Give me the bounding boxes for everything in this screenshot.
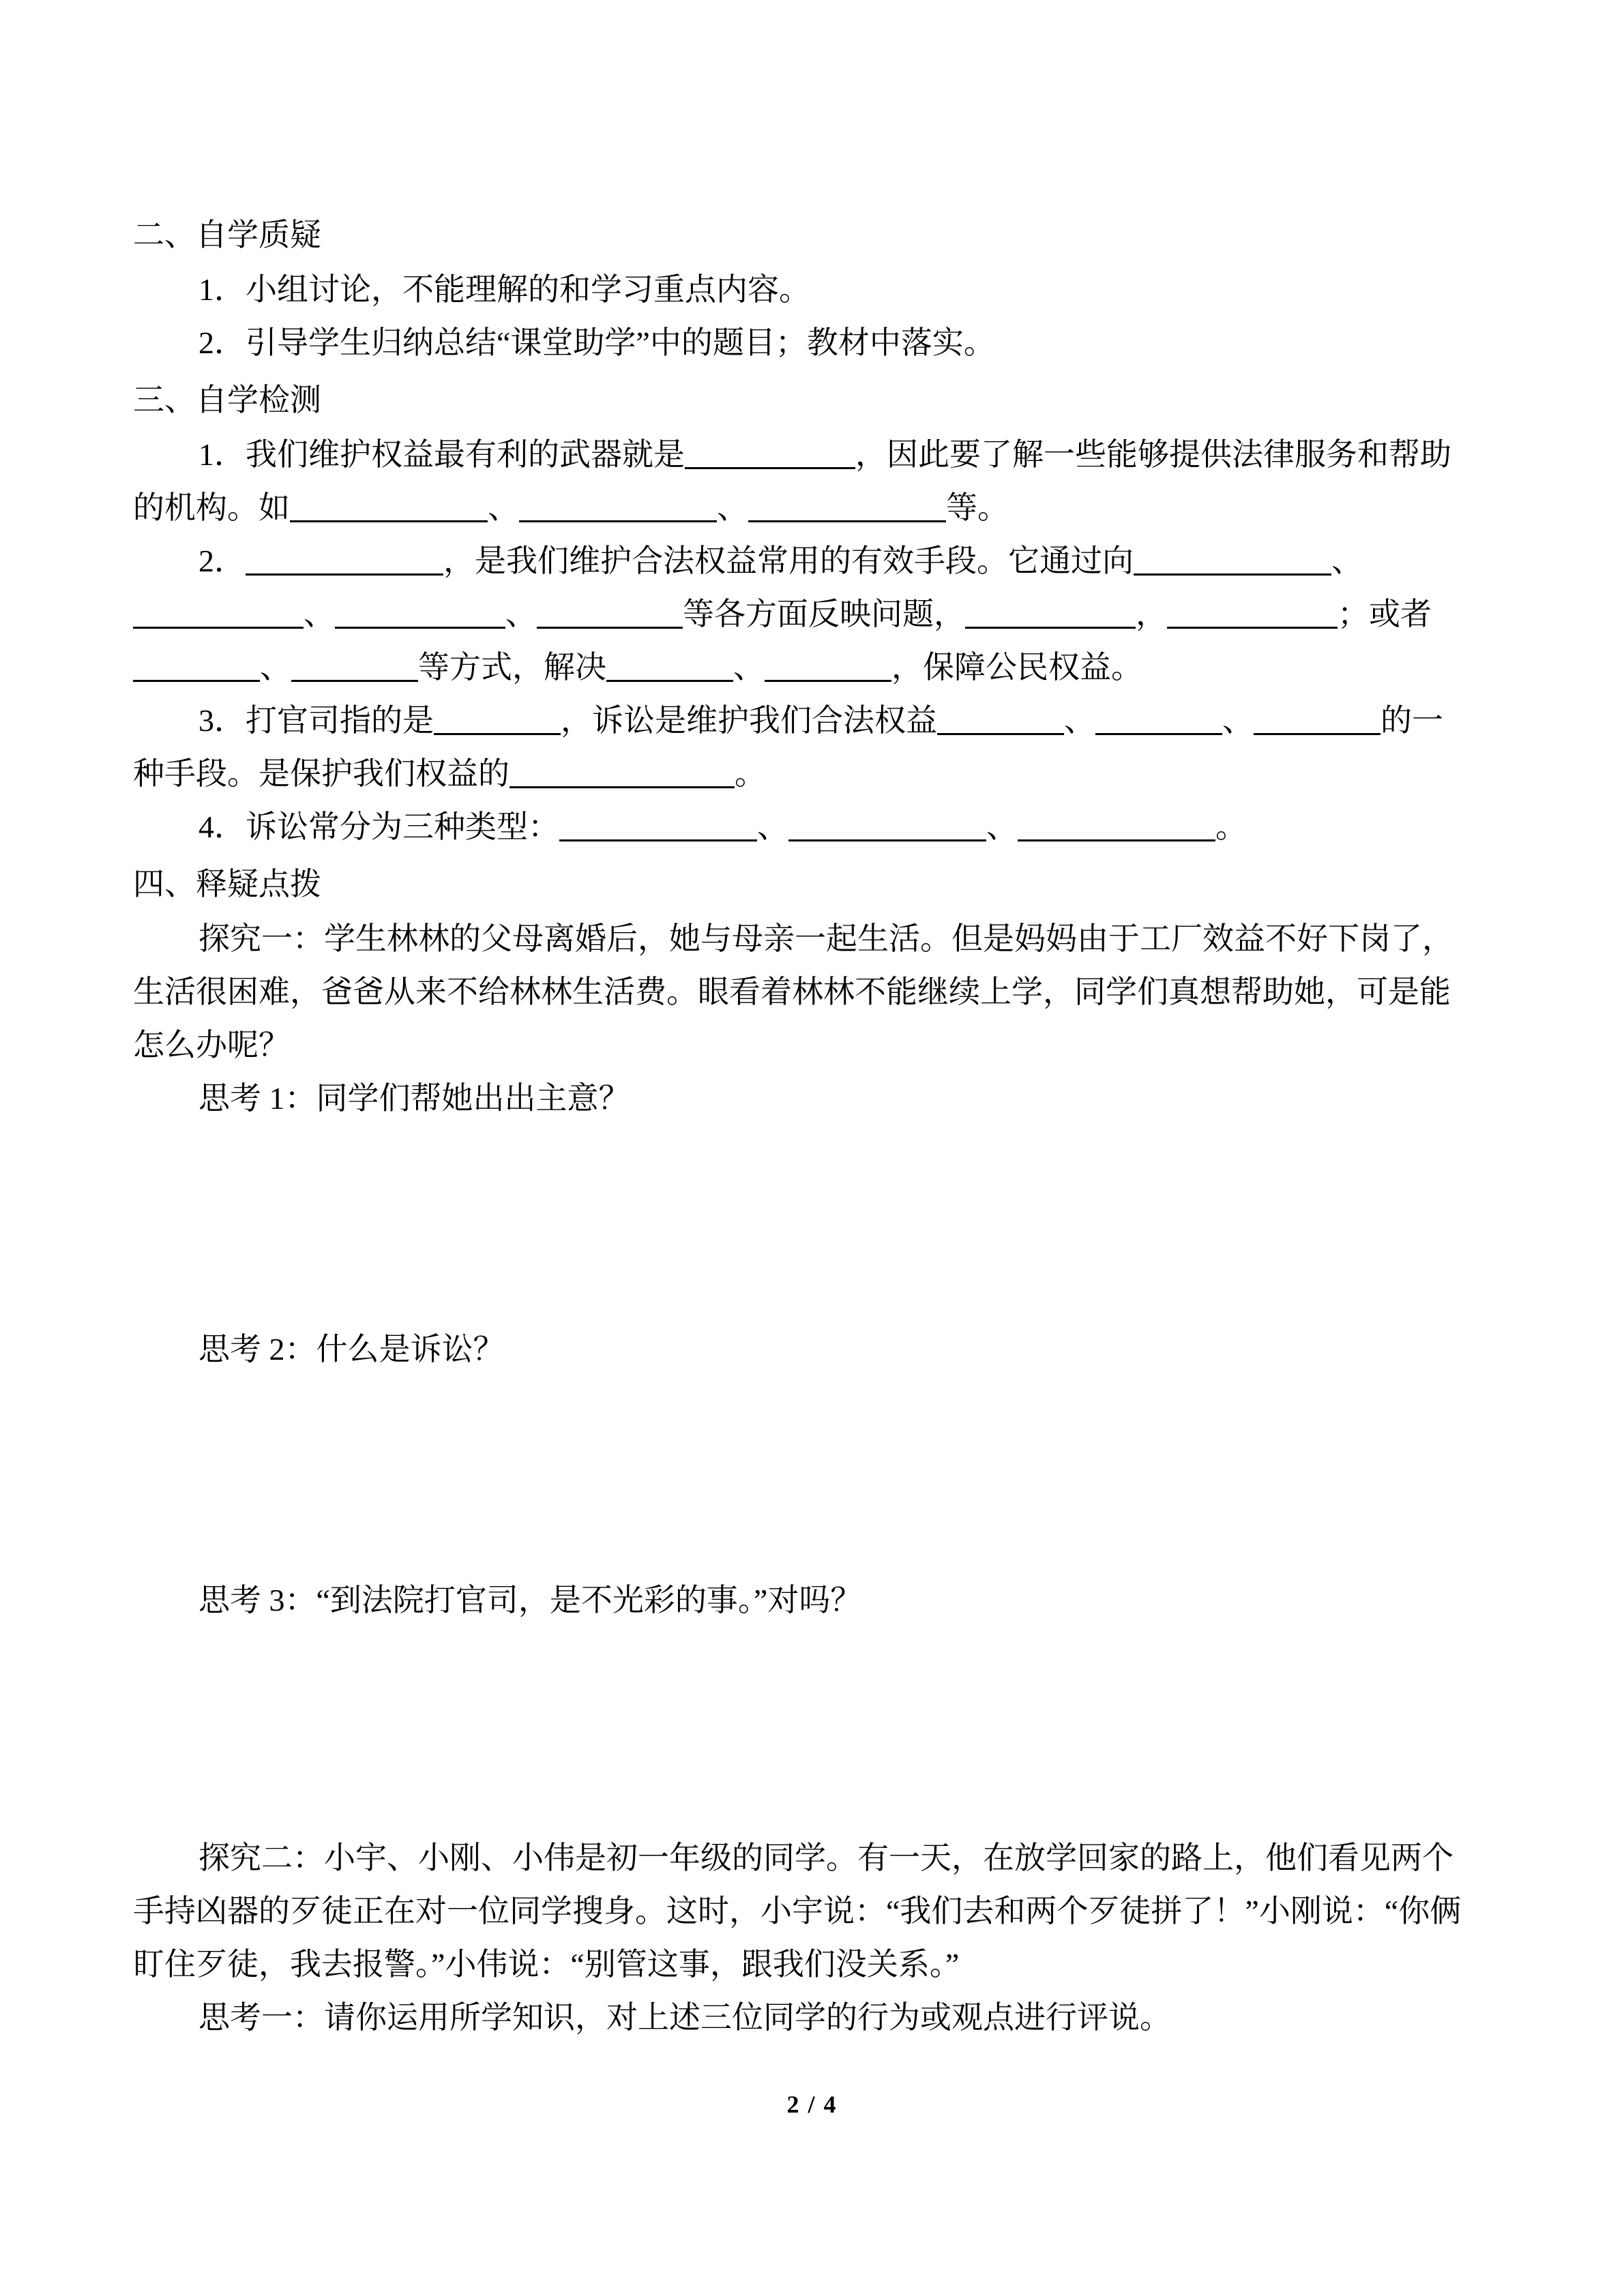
q2-sep-3: 、 (505, 597, 537, 631)
q4-blank-1[interactable] (559, 809, 757, 841)
q3-blank-4[interactable] (1254, 703, 1381, 735)
q3-blank-1[interactable] (434, 703, 561, 735)
inquiry-two-body: 探究二：小宇、小刚、小伟是初一年级的同学。有一天，在放学回家的路上，他们看见两个手持凶器的歹徒正在对一位同学搜身。这时，小宇说：“我们去和两个歹徒拼了！”小刚说：“你俩盯住歹徒，我去报警。”小伟说：“别管这事，跟我们没关系。” (133, 1840, 1462, 1982)
q2-text-2: 等各方面反映问题， (683, 597, 965, 631)
section-two-item-1: 1．小组讨论，不能理解的和学习重点内容。 (198, 272, 810, 307)
section-two-item-2: 2．引导学生归纳总结“课堂助学”中的题目；教材中落实。 (198, 325, 995, 360)
q2-blank-4[interactable] (335, 597, 505, 629)
q2-blank-2[interactable] (1134, 543, 1331, 576)
answer-space-think-2[interactable] (133, 1376, 1473, 1574)
inquiry-one-think-2: 思考 2：什么是诉讼？ (198, 1332, 505, 1367)
q4-prefix-text: 4．诉讼常分为三种类型： (198, 809, 559, 844)
q2-text-1: ，是我们维护合法权益常用的有效手段。它通过向 (443, 543, 1134, 578)
q2-blank-7[interactable] (1167, 597, 1338, 629)
fill-in-question-3 (133, 694, 1473, 801)
q1-sep-1: 、 (488, 490, 519, 525)
q2-sep-2: 、 (304, 597, 335, 631)
q2-blank-9[interactable] (291, 650, 418, 682)
q1-blank-2[interactable] (290, 490, 488, 522)
q1-suffix-text: 等。 (946, 490, 1009, 525)
q2-number: 2． (198, 543, 246, 578)
inquiry-one-think-3: 思考 3：“到法院打官司，是不光彩的事。”对吗？ (198, 1583, 862, 1617)
section-heading-two: 二、自学质疑 (133, 218, 321, 252)
section-heading-three: 三、自学检测 (133, 383, 321, 417)
q2-sep-4: ， (1136, 597, 1167, 631)
q1-blank-1[interactable] (685, 437, 855, 469)
q2-blank-11[interactable] (765, 650, 891, 682)
q1-prefix-text: 1．我们维护权益最有利的武器就是 (198, 437, 685, 472)
q4-blank-3[interactable] (1018, 809, 1215, 841)
q3-blank-2[interactable] (937, 703, 1064, 735)
q2-blank-8[interactable] (133, 650, 260, 682)
q2-blank-1[interactable] (246, 543, 443, 576)
fill-in-question-4 (133, 801, 1473, 854)
q1-blank-4[interactable] (748, 490, 946, 522)
q3-prefix-text: 3．打官司指的是 (198, 703, 434, 738)
section-heading-four: 四、释疑点拨 (133, 867, 321, 901)
q2-blank-6[interactable] (965, 597, 1136, 629)
q1-blank-3[interactable] (519, 490, 717, 522)
q3-sep-2: 、 (1222, 703, 1254, 738)
q2-blank-5[interactable] (537, 597, 683, 629)
q3-text-2: 的一种手段。是保护我们权益的 (133, 703, 1443, 791)
q4-sep-1: 、 (757, 809, 788, 844)
q3-blank-3[interactable] (1095, 703, 1222, 735)
q2-sep-1: 、 (1331, 543, 1363, 578)
inquiry-one-body: 探究一：学生林林的父母离婚后，她与母亲一起生活。但是妈妈由于工厂效益不好下岗了，生活很困难，爸爸从来不给林林生活费。眼看着林林不能继续上学，同学们真想帮助她，可是能怎么办呢？ (133, 921, 1453, 1062)
q1-sep-2: 、 (717, 490, 748, 525)
page-number-footer: 2 / 4 (786, 2091, 838, 2118)
q2-sep-6: 、 (733, 650, 765, 685)
q3-mid-text: ，诉讼是维护我们合法权益 (561, 703, 937, 738)
q3-blank-5[interactable] (510, 756, 735, 788)
fill-in-question-1 (133, 428, 1473, 535)
q3-suffix-text: 。 (735, 756, 766, 791)
answer-space-think-3[interactable] (133, 1627, 1473, 1832)
fill-in-question-2 (133, 535, 1473, 694)
answer-space-think-1[interactable] (133, 1125, 1473, 1323)
q4-blank-2[interactable] (788, 809, 986, 841)
q2-blank-10[interactable] (606, 650, 733, 682)
inquiry-two-think-1: 思考一：请你运用所学知识，对上述三位同学的行为或观点进行评说。 (198, 2000, 1171, 2035)
q4-sep-2: 、 (986, 809, 1018, 844)
q2-text-5: ，保障公民权益。 (891, 650, 1142, 685)
inquiry-one-think-1: 思考 1：同学们帮她出出主意？ (198, 1081, 630, 1116)
q2-text-3: ；或者 (1338, 597, 1432, 631)
q2-blank-3[interactable] (133, 597, 304, 629)
q2-text-4: 等方式，解决 (418, 650, 606, 685)
q2-sep-5: 、 (260, 650, 291, 685)
q1-mid-text: ，因此要了解一些能够提供法律服务和帮助的机构。如 (133, 437, 1451, 525)
q4-suffix-text: 。 (1215, 809, 1247, 844)
q3-sep-1: 、 (1064, 703, 1095, 738)
